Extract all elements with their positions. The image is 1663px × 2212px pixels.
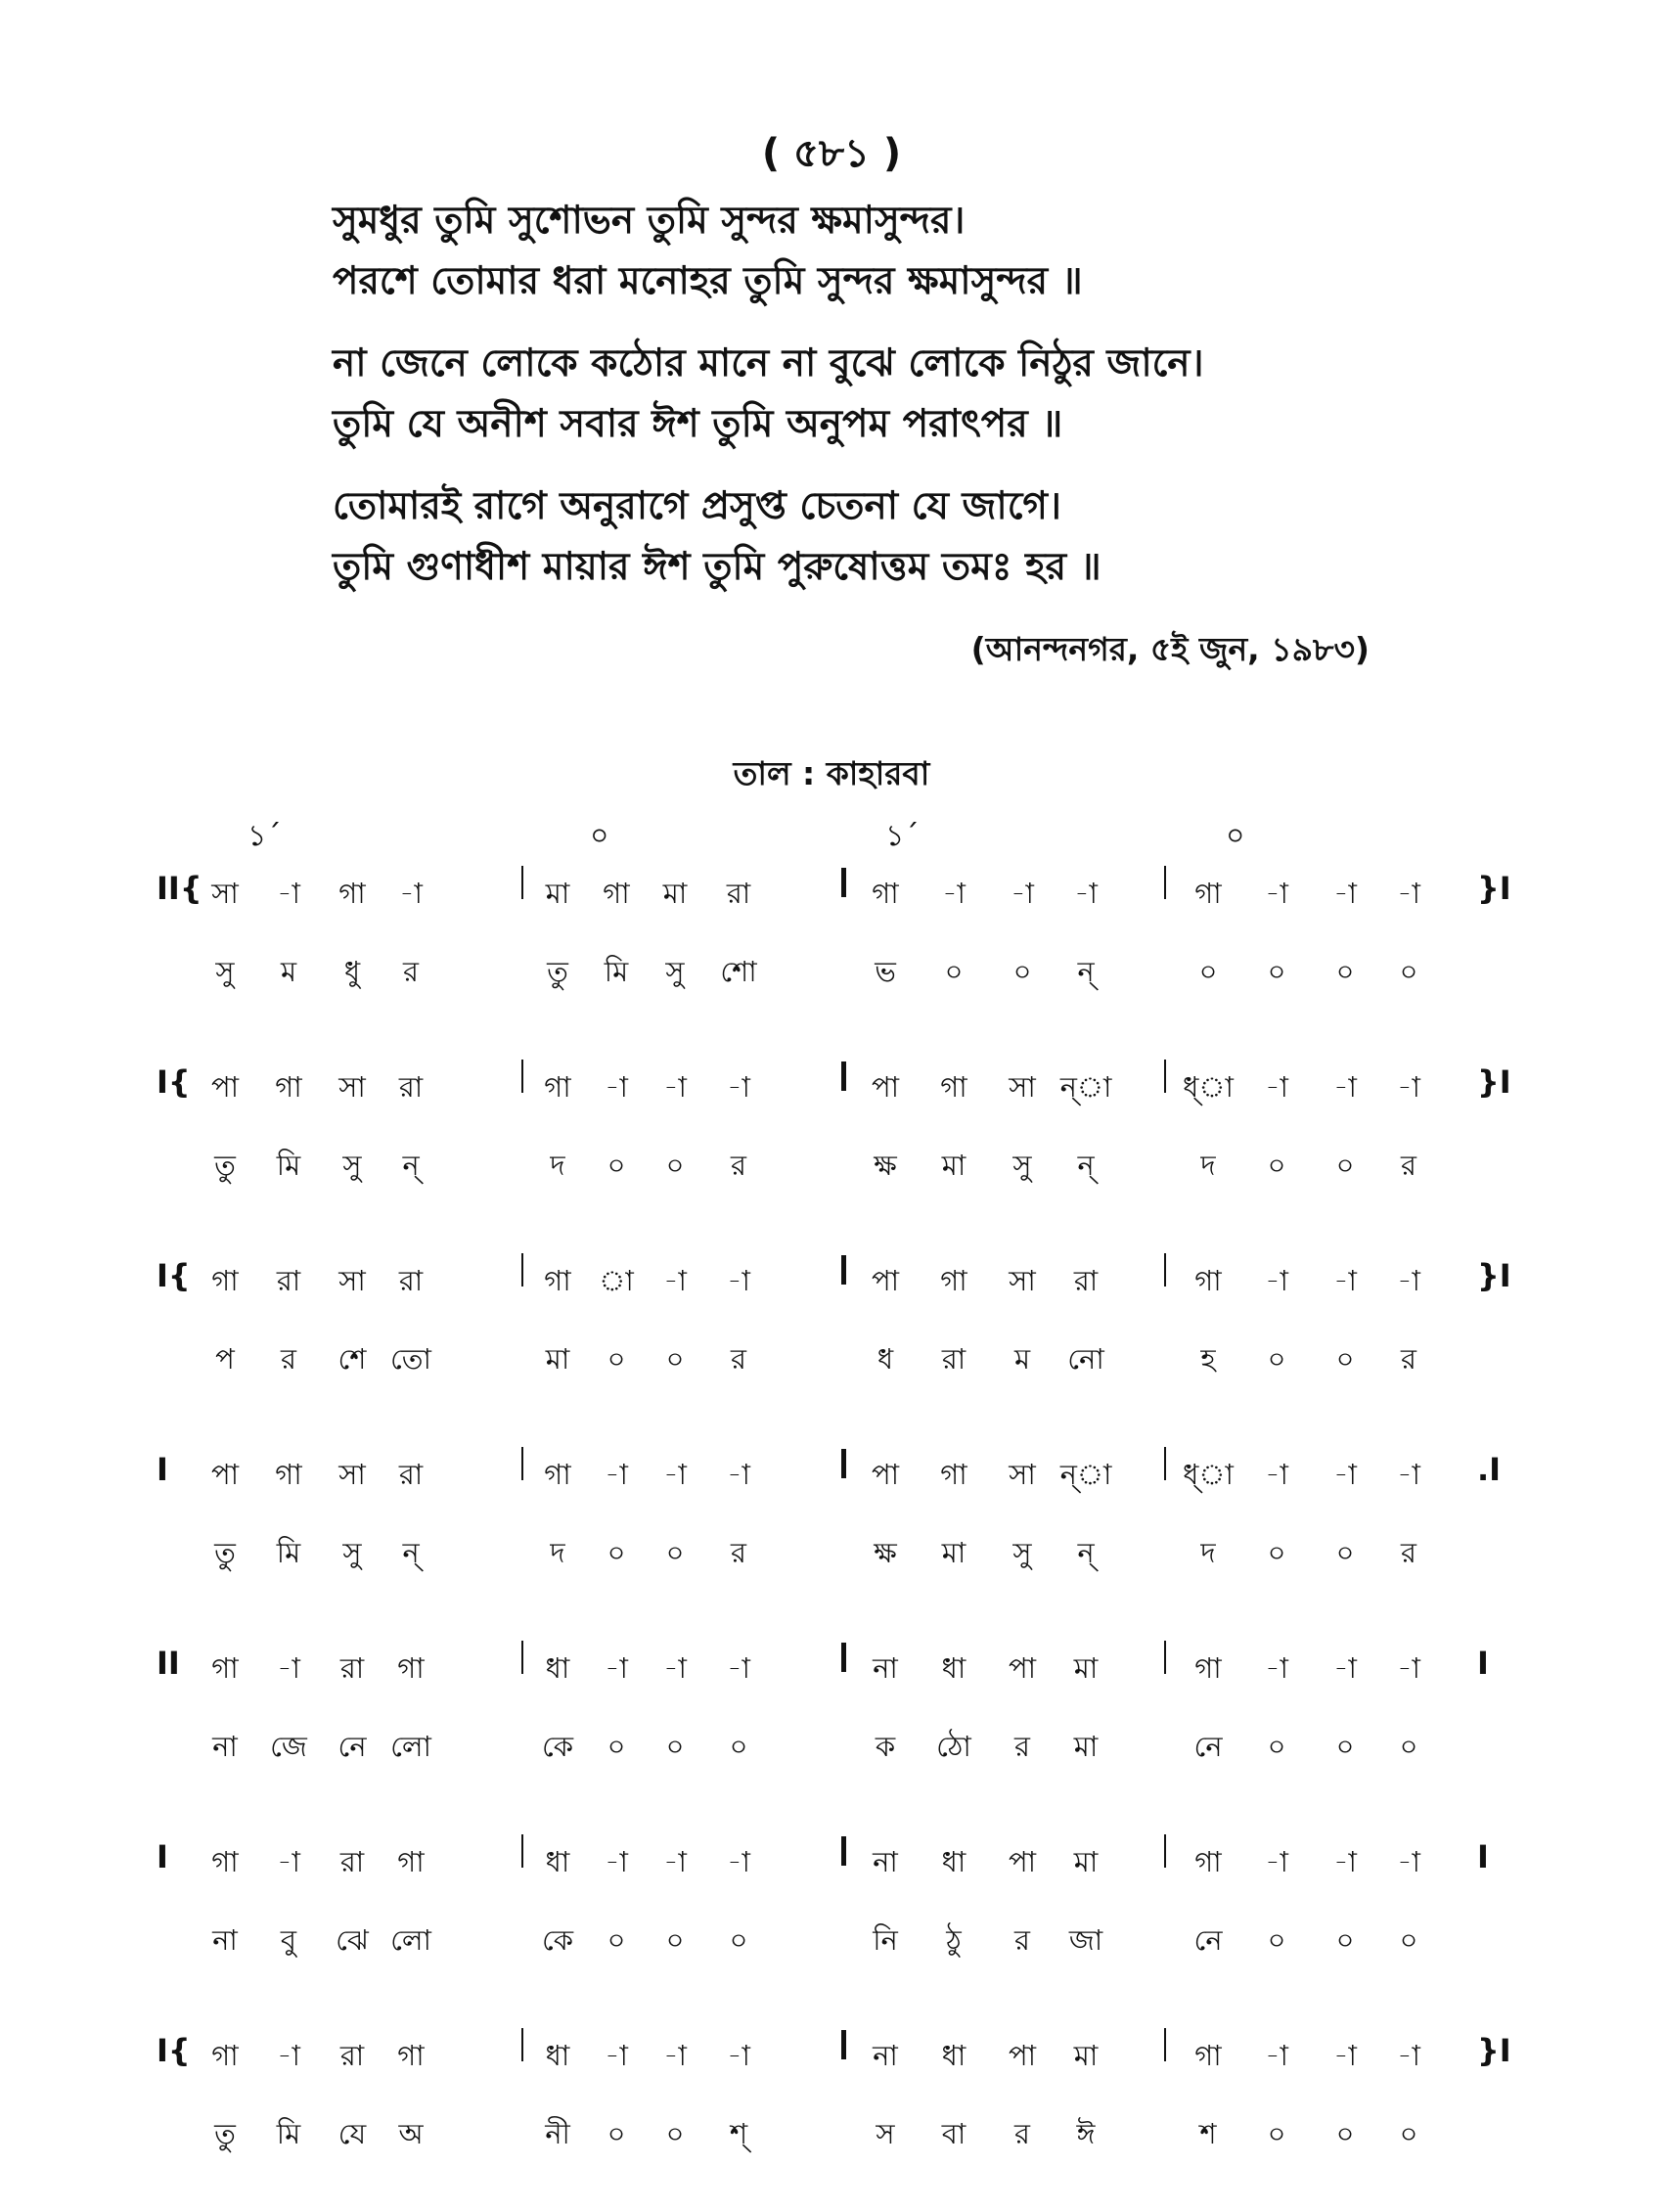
note: -া [727,1845,750,1878]
lyric-syllable: নি [873,1923,898,1957]
measure-divider [1164,2028,1166,2061]
lyric-syllable: ঠো [936,1730,971,1763]
stanza [333,334,1506,455]
lyric-syllable: কে [541,1730,574,1763]
note: -া [1265,1845,1288,1878]
start-barline: I [157,1451,168,1488]
note: সা [1009,1264,1036,1297]
note: মা [1073,1845,1099,1878]
lyric-syllable: প [215,1342,235,1376]
stanza [333,476,1506,598]
lyric-syllable: নে [337,1730,367,1763]
dateline: (আনন্দনগর, ৫ই জুন, ১৯৮৩) [970,630,1370,668]
lyric-syllable: রা [941,1342,966,1376]
note: -া [277,1845,300,1878]
note-row [0,1825,1663,1903]
measure-divider [841,1255,846,1285]
lyric-syllable: তো [390,1342,431,1376]
lyric-syllable: ক [875,1730,896,1763]
lyric-syllable: মি [276,1536,301,1569]
note: -া [727,2039,750,2072]
note: -া [1333,1458,1357,1491]
lyric-syllable: ক্ষ [874,1149,897,1182]
note: গা [1194,1845,1222,1878]
lyric-syllable: ০ [1335,1536,1355,1569]
note: -া [605,2039,628,2072]
note: -া [727,1458,750,1491]
lyric-syllable: র [1014,1923,1030,1957]
note: -া [277,2039,300,2072]
notation-block [0,1243,1663,1402]
note: -া [1397,1458,1420,1491]
lyric-syllable: ০ [1267,1730,1286,1763]
lyric-syllable: ধু [343,955,361,988]
note: ধ্া [1183,1458,1234,1491]
measure-divider [1164,1060,1166,1093]
note: সা [338,1264,366,1297]
end-barline: I [1477,1838,1489,1875]
notation-table [0,856,1663,2212]
lyric-syllable: ০ [607,1730,626,1763]
note: -া [1397,2039,1420,2072]
note: মা [1073,1651,1099,1685]
lyric-syllable: ০ [1335,1730,1355,1763]
lyric-syllable: ০ [1267,1149,1286,1182]
lyric-syllable: র [1014,1730,1030,1763]
page-number: ( ৫৮১ ) [761,131,902,176]
start-barline: II [157,1645,180,1682]
note: ধা [545,1651,570,1685]
measure-divider [841,1061,846,1091]
lyric-syllable: ০ [1267,1342,1286,1376]
measure-divider [521,1253,523,1287]
note: -া [663,2039,687,2072]
note: -া [277,877,300,910]
beat-marks [0,812,1663,851]
lyric-syllable: সু [342,1149,362,1182]
beat-mark: ০ [1226,819,1245,853]
end-barline: I [1477,1645,1489,1682]
note: পা [871,1070,900,1104]
note: গা [1194,1264,1222,1297]
lyric-syllable: ০ [665,1342,685,1376]
measure-divider [841,1836,846,1866]
lyric-syllable: র [1401,1149,1416,1182]
note: গা [1194,1651,1222,1685]
end-barline: .I [1477,1451,1502,1488]
lyric-syllable: ০ [665,1149,685,1182]
note: ন্া [1059,1458,1112,1491]
lyric-syllable: ০ [665,1923,685,1957]
note: গা [338,877,366,910]
notation-block [0,2018,1663,2177]
lyric-syllable: ০ [1399,1923,1418,1957]
lyric-syllable: ধ [876,1342,894,1376]
note: মা [662,877,688,910]
note: গা [1194,877,1222,910]
verse-line: তুমি গুণাধীশ মায়ার ঈশ তুমি পুরুষোত্তম তমঃ হর ॥ [333,545,1101,589]
lyric-row [0,1709,1663,1789]
poem [333,191,1506,619]
note: সা [338,1070,366,1104]
measure-divider [841,868,846,897]
note: -া [1333,2039,1357,2072]
lyric-syllable: র [281,1342,296,1376]
lyric-syllable: বা [941,2117,966,2150]
note: -া [1265,877,1288,910]
lyric-syllable: সু [215,955,235,988]
note: গা [603,877,630,910]
note: গা [940,1070,967,1104]
lyric-syllable: যে [337,2117,367,2150]
note: -া [727,1070,750,1104]
note: -া [1333,1651,1357,1685]
lyric-syllable: ন্ [402,1149,420,1182]
notation-block [0,1631,1663,1789]
note: -া [1397,1070,1420,1104]
lyric-syllable: ০ [1335,955,1355,988]
measure-divider [841,1449,846,1478]
note: গা [397,1845,425,1878]
note: -া [663,1264,687,1297]
lyric-syllable: শ্ [729,2117,748,2150]
note: রা [398,1458,424,1491]
lyric-syllable: সু [665,955,685,988]
note: পা [1008,1651,1037,1685]
measure-divider [1164,1253,1166,1287]
lyric-syllable: মা [941,1536,966,1569]
note: গা [1194,2039,1222,2072]
note: -া [1333,1070,1357,1104]
lyric-syllable: ০ [944,955,964,988]
note: রা [398,1070,424,1104]
note: গা [211,2039,239,2072]
lyric-syllable: ০ [1012,955,1032,988]
measure-divider [1164,866,1166,899]
lyric-syllable: ম [1013,1342,1031,1376]
note: মা [1073,2039,1099,2072]
note: -া [663,1458,687,1491]
note: গা [940,1458,967,1491]
lyric-syllable: শো [720,955,757,988]
measure-divider [841,1643,846,1672]
lyric-row [0,1128,1663,1208]
note: ধা [941,1651,966,1685]
notation-block [0,1050,1663,1208]
lyric-syllable: না [212,1923,238,1957]
start-barline: I [157,1838,168,1875]
lyric-syllable: মা [545,1342,570,1376]
note-row [0,1631,1663,1709]
lyric-syllable: ০ [1335,1149,1355,1182]
note: গা [211,1651,239,1685]
note: -া [1011,877,1034,910]
lyric-syllable: সু [1012,1149,1032,1182]
note: রা [726,877,751,910]
lyric-syllable: ০ [665,2117,685,2150]
lyric-syllable: র [1401,1342,1416,1376]
note: -া [605,1458,628,1491]
note: পা [871,1458,900,1491]
measure-divider [521,1834,523,1868]
lyric-syllable: জে [270,1730,307,1763]
note: া [599,1264,634,1297]
lyric-syllable: কে [541,1923,574,1957]
note: গা [211,1845,239,1878]
lyric-row [0,2097,1663,2177]
lyric-row [0,934,1663,1015]
lyric-row [0,1515,1663,1596]
note: রা [339,2039,365,2072]
lyric-syllable: ০ [729,1730,748,1763]
note: -া [1265,1651,1288,1685]
lyric-syllable: হ [1200,1342,1216,1376]
note: গা [544,1458,571,1491]
lyric-syllable: শ [1199,2117,1217,2150]
note: রা [339,1651,365,1685]
note: পা [1008,1845,1037,1878]
note: সা [1009,1458,1036,1491]
lyric-syllable: দ [1200,1536,1216,1569]
note: -া [605,1070,628,1104]
lyric-syllable: র [1014,2117,1030,2150]
note: -া [1333,1264,1357,1297]
lyric-syllable: ০ [1198,955,1218,988]
note: পা [210,1070,240,1104]
measure-divider [521,1060,523,1093]
lyric-syllable: ০ [607,1536,626,1569]
note: পা [210,1458,240,1491]
lyric-syllable: ০ [607,1342,626,1376]
lyric-syllable: ০ [729,1923,748,1957]
note: ধা [545,2039,570,2072]
note: -া [1397,1264,1420,1297]
note: -া [727,1651,750,1685]
lyric-syllable: ঠু [946,1923,962,1957]
verse-line: না জেনে লোকে কঠোর মানে না বুঝে লোকে নিঠুর জানে। [333,341,1204,385]
verse-line: তুমি যে অনীশ সবার ঈশ তুমি অনুপম পরাৎপর ॥ [333,402,1063,446]
lyric-syllable: ঝে [336,1923,369,1957]
note: -া [663,1845,687,1878]
lyric-syllable: দ [1200,1149,1216,1182]
lyric-syllable: ০ [1335,2117,1355,2150]
note: গা [397,1651,425,1685]
lyric-syllable: তু [547,955,568,988]
verse-line: তোমারই রাগে অনুরাগে প্রসুপ্ত চেতনা যে জাগে। [333,484,1061,528]
lyric-syllable: মা [941,1149,966,1182]
lyric-row [0,1322,1663,1402]
note: রা [398,1264,424,1297]
note: -া [399,877,423,910]
measure-divider [521,866,523,899]
lyric-syllable: র [731,1342,746,1376]
lyric-syllable: ০ [1267,2117,1286,2150]
lyric-syllable: মি [276,2117,301,2150]
lyric-syllable: স [876,2117,895,2150]
notation-block [0,1437,1663,1596]
lyric-syllable: ০ [607,2117,626,2150]
note: ধ্া [1183,1070,1234,1104]
lyric-syllable: ০ [1267,1923,1286,1957]
note: পা [871,1264,900,1297]
lyric-syllable: মা [1073,1730,1099,1763]
measure-divider [1164,1447,1166,1480]
end-barline: }I [1477,1063,1511,1101]
start-barline: I{ [157,1063,191,1101]
lyric-syllable: ০ [1399,2117,1418,2150]
note: -া [277,1651,300,1685]
note: গা [211,1264,239,1297]
lyric-syllable: ০ [1399,1730,1418,1763]
lyric-syllable: ০ [1335,1923,1355,1957]
note: ন্া [1059,1070,1112,1104]
lyric-syllable: তু [214,2117,236,2150]
note: ধা [545,1845,570,1878]
note: -া [1265,2039,1288,2072]
lyric-syllable: ০ [1399,955,1418,988]
lyric-syllable: লো [390,1923,431,1957]
verse-line: পরশে তোমার ধরা মনোহর তুমি সুন্দর ক্ষমাসুন্দর ॥ [333,259,1083,303]
note: -া [727,1264,750,1297]
lyric-row [0,1903,1663,1983]
lyric-syllable: ০ [665,1730,685,1763]
note: গা [544,1070,571,1104]
lyric-syllable: নো [1067,1342,1104,1376]
note: -া [1265,1264,1288,1297]
note: সা [211,877,239,910]
note-row [0,856,1663,934]
note: সা [338,1458,366,1491]
note: গা [275,1458,302,1491]
lyric-syllable: মি [276,1149,301,1182]
note: সা [1009,1070,1036,1104]
note: -া [1333,877,1357,910]
lyric-syllable: র [731,1149,746,1182]
measure-divider [521,1447,523,1480]
end-barline: }I [1477,870,1511,907]
note: গা [544,1264,571,1297]
lyric-syllable: ম [280,955,297,988]
measure-divider [521,1641,523,1674]
beat-mark: ১´ [247,819,282,853]
start-barline: II{ [157,870,202,907]
lyric-syllable: ন্ [402,1536,420,1569]
lyric-syllable: জা [1068,1923,1103,1957]
lyric-syllable: ০ [607,1149,626,1182]
lyric-syllable: অ [398,2117,424,2150]
lyric-syllable: ন্ [1077,955,1095,988]
lyric-syllable: ভ [875,955,896,988]
start-barline: I{ [157,2032,191,2069]
measure-divider [1164,1641,1166,1674]
lyric-syllable: তু [214,1149,236,1182]
lyric-syllable: লো [390,1730,431,1763]
note: না [873,2039,898,2072]
note: গা [872,877,899,910]
note: -া [605,1845,628,1878]
note: রা [276,1264,301,1297]
start-barline: I{ [157,1257,191,1294]
note-row [0,2018,1663,2097]
note-row [0,1050,1663,1128]
lyric-syllable: নী [545,2117,570,2150]
note: -া [1333,1845,1357,1878]
note: ধা [941,1845,966,1878]
lyric-syllable: র [731,1536,746,1569]
note: গা [397,2039,425,2072]
beat-mark: ১´ [885,819,920,853]
end-barline: }I [1477,2032,1511,2069]
note: না [873,1651,898,1685]
measure-divider [1164,1834,1166,1868]
verse-line: সুমধুর তুমি সুশোভন তুমি সুন্দর ক্ষমাসুন্দর। [333,199,966,243]
lyric-syllable: মি [604,955,629,988]
note: পা [1008,2039,1037,2072]
note: -া [605,1651,628,1685]
lyric-syllable: ন্ [1077,1536,1095,1569]
lyric-syllable: ০ [1267,955,1286,988]
note: গা [275,1070,302,1104]
measure-divider [521,2028,523,2061]
note: -া [1074,877,1098,910]
note: রা [1073,1264,1099,1297]
lyric-syllable: ঈ [1076,2117,1096,2150]
lyric-syllable: র [1401,1536,1416,1569]
note: না [873,1845,898,1878]
notation-block [0,856,1663,1015]
lyric-syllable: ০ [607,1923,626,1957]
note: -া [942,877,966,910]
note: -া [1397,1651,1420,1685]
lyric-syllable: না [212,1730,238,1763]
note: -া [1397,877,1420,910]
notation-block [0,1825,1663,1983]
end-barline: }I [1477,1257,1511,1294]
lyric-syllable: সু [342,1536,362,1569]
lyric-syllable: নে [1193,1923,1223,1957]
note: ধা [941,2039,966,2072]
lyric-syllable: ০ [1267,1536,1286,1569]
note: -া [1265,1070,1288,1104]
note-row [0,1243,1663,1322]
taal-heading: তাল : কাহারবা [733,754,930,792]
lyric-syllable: দ [550,1149,565,1182]
note: রা [339,1845,365,1878]
note-row [0,1437,1663,1515]
lyric-syllable: ০ [1335,1342,1355,1376]
lyric-syllable: নে [1193,1730,1223,1763]
lyric-syllable: ০ [665,1536,685,1569]
lyric-syllable: র [403,955,419,988]
lyric-syllable: ক্ষ [874,1536,897,1569]
note: -া [663,1651,687,1685]
lyric-syllable: তু [214,1536,236,1569]
note: গা [940,1264,967,1297]
lyric-syllable: শে [337,1342,367,1376]
lyric-syllable: দ [550,1536,565,1569]
note: -া [1397,1845,1420,1878]
stanza [333,191,1506,312]
beat-mark: ০ [590,819,609,853]
lyric-syllable: বু [280,1923,297,1957]
note: -া [663,1070,687,1104]
lyric-syllable: সু [1012,1536,1032,1569]
measure-divider [841,2030,846,2059]
lyric-syllable: ন্ [1077,1149,1095,1182]
note: -া [1265,1458,1288,1491]
note: মা [545,877,570,910]
